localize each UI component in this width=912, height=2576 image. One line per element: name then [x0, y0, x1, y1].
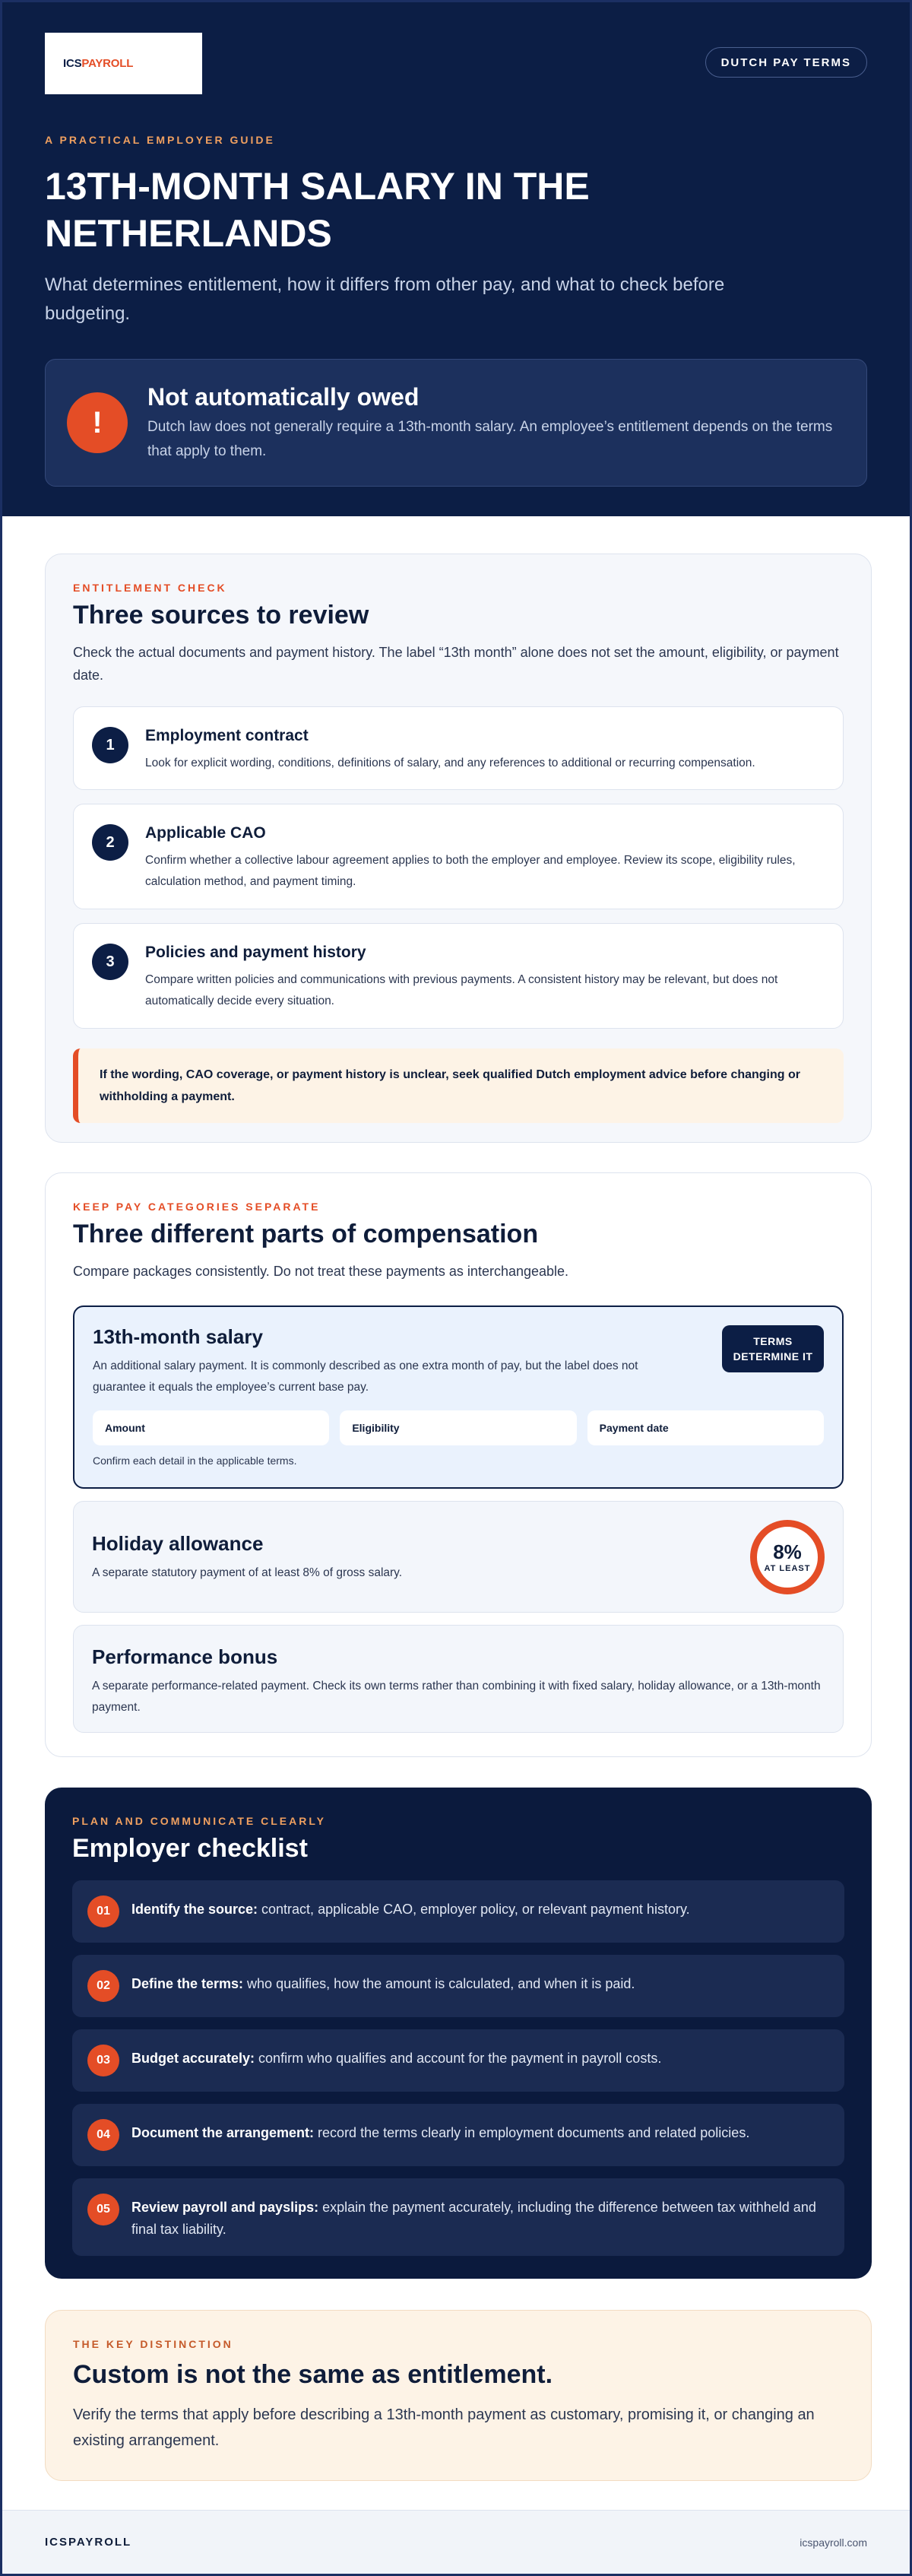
checklist-item [72, 2178, 844, 2256]
step-number-badge: 03 [87, 2045, 119, 2076]
source-body [145, 725, 755, 774]
source-text: Compare written policies and communications with previous payments. A consistent history may be relevant, but does not automatically decide every situation. [145, 973, 778, 1007]
entitlement-section [45, 554, 872, 1143]
source-title: Policies and payment history [145, 944, 366, 961]
page-subtitle: What determines entitlement, how it differs from other pay, and what to check before budgeting. [45, 274, 725, 324]
logo-ics-text: ICS [63, 57, 82, 70]
step-text [131, 2119, 749, 2144]
percentage-label: AT LEAST [764, 1564, 811, 1573]
footer-brand: ICSPAYROLL [45, 2536, 132, 2549]
alert-body [147, 382, 847, 464]
step-number-badge: 02 [87, 1970, 119, 2002]
compensation-section [45, 1172, 872, 1757]
step-number-badge: 3 [92, 944, 128, 980]
step-number-badge: 05 [87, 2194, 119, 2225]
section-eyebrow: KEEP PAY CATEGORIES SEPARATE [73, 1201, 321, 1213]
step-number-badge: 01 [87, 1896, 119, 1927]
section-intro: Check the actual documents and payment history. The label “13th month” alone does not set the amount, eligibility, or payment date. [73, 645, 839, 683]
source-body [145, 823, 825, 893]
card-title: Holiday allowance [92, 1532, 264, 1555]
card-text: A separate statutory payment of at least 8% of gross salary. [92, 1566, 403, 1579]
step-text [131, 2194, 829, 2241]
step-detail: explain the payment accurately, including the difference between tax withheld and final tax liability. [131, 2200, 816, 2237]
step-number-badge: 2 [92, 824, 128, 861]
terms-badge: TERMS DETERMINE IT [722, 1325, 824, 1372]
card-title: 13th-month salary [93, 1325, 263, 1348]
topic-pill: DUTCH PAY TERMS [705, 47, 867, 78]
source-text: Look for explicit wording, conditions, definitions of salary, and any references to additional or recurring compensation. [145, 757, 755, 769]
source-card-contract [73, 706, 844, 790]
step-lead: Document the arrangement: [131, 2125, 315, 2140]
step-detail: who qualifies, how the amount is calculated, and when it is paid. [243, 1976, 635, 1991]
card-title: Performance bonus [92, 1645, 278, 1668]
step-detail: confirm who qualifies and account for the payment in payroll costs. [255, 2051, 662, 2066]
step-lead: Define the terms: [131, 1976, 244, 1991]
step-lead: Review payroll and payslips: [131, 2200, 319, 2215]
chip-eligibility: Eligibility [340, 1410, 576, 1445]
card-text: A separate performance-related payment. Check its own terms rather than combining it with fixed salary, holiday allowance, or a 13th-month payment. [92, 1680, 821, 1714]
exclamation-icon: ! [67, 392, 128, 453]
step-lead: Budget accurately: [131, 2051, 255, 2066]
detail-chips [93, 1410, 824, 1445]
source-body [145, 942, 825, 1012]
section-intro: Verify the terms that apply before describing a 13th-month payment as customary, promising it, or changing an existing arrangement. [73, 2406, 815, 2449]
checklist-item [72, 1955, 844, 2017]
source-title: Applicable CAO [145, 824, 266, 842]
step-detail: contract, applicable CAO, employer policy, or relevant payment history. [258, 1902, 690, 1917]
section-title: Three sources to review [73, 601, 369, 630]
percentage-ring [750, 1520, 825, 1594]
section-title: Three different parts of compensation [73, 1220, 539, 1248]
percentage-value: 8% [773, 1540, 802, 1563]
hero-eyebrow: A PRACTICAL EMPLOYER GUIDE [45, 134, 275, 146]
step-number-badge: 1 [92, 727, 128, 763]
page-title: 13TH-MONTH SALARY IN THE NETHERLANDS [45, 165, 590, 255]
step-detail: record the terms clearly in employment documents and related policies. [314, 2125, 750, 2140]
chip-payment-date: Payment date [587, 1410, 824, 1445]
section-eyebrow: THE KEY DISTINCTION [73, 2338, 233, 2350]
section-eyebrow: PLAN AND COMMUNICATE CLEARLY [72, 1815, 326, 1827]
section-title: Employer checklist [72, 1834, 308, 1863]
card-text: An additional salary payment. It is commonly described as one extra month of pay, but the label does not guarantee it equals the employee’s current base pay. [93, 1359, 638, 1394]
key-distinction-section [45, 2310, 872, 2481]
logo-payroll-text: PAYROLL [81, 57, 134, 70]
section-eyebrow: ENTITLEMENT CHECK [73, 582, 227, 594]
checklist-item [72, 1880, 844, 1943]
card-footnote: Confirm each detail in the applicable terms. [93, 1455, 297, 1467]
section-title: Custom is not the same as entitlement. [73, 2360, 553, 2389]
step-text [131, 1970, 635, 1995]
thirteenth-month-card [73, 1305, 844, 1489]
advice-note: If the wording, CAO coverage, or payment history is unclear, seek qualified Dutch employment advice before changing or withholding a payment. [73, 1048, 844, 1123]
source-card-policies [73, 923, 844, 1029]
alert-title: Not automatically owed [147, 383, 420, 411]
section-intro: Compare packages consistently. Do not treat these payments as interchangeable. [73, 1264, 569, 1279]
checklist-item [72, 2104, 844, 2166]
step-lead: Identify the source: [131, 1902, 258, 1917]
holiday-allowance-card [73, 1501, 844, 1613]
alert-callout [45, 359, 867, 487]
performance-bonus-card [73, 1625, 844, 1733]
logo[interactable] [45, 33, 202, 94]
step-number-badge: 04 [87, 2119, 119, 2151]
step-text [131, 2045, 661, 2070]
step-text [131, 1896, 690, 1921]
source-text: Confirm whether a collective labour agreement applies to both the employer and employee. Review its scope, eligibility rules, calculation method, and payment timing. [145, 854, 796, 888]
footer-url-link[interactable]: icspayroll.com [800, 2536, 867, 2549]
chip-amount: Amount [93, 1410, 329, 1445]
source-card-cao [73, 804, 844, 909]
page-footer [2, 2510, 910, 2574]
checklist-item [72, 2029, 844, 2092]
alert-text: Dutch law does not generally require a 13th-month salary. An employee’s entitlement depends on the terms that apply to them. [147, 419, 833, 459]
hero-header [2, 2, 910, 516]
checklist-section [45, 1788, 872, 2279]
source-title: Employment contract [145, 727, 309, 744]
